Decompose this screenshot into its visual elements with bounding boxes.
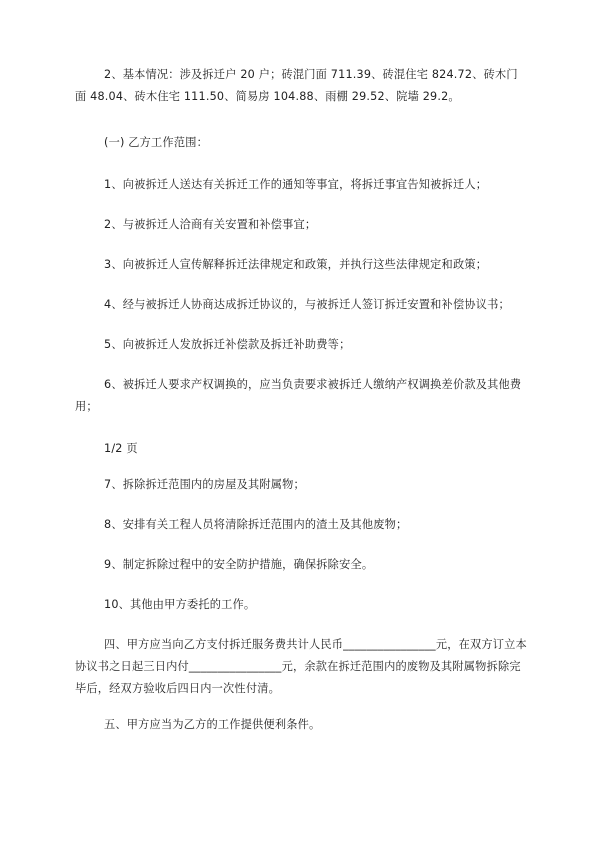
paragraph-item-1: 1、向被拆迁人送达有关拆迁工作的通知等事宜，将拆迁事宜告知被拆迁人； bbox=[104, 178, 488, 191]
paragraph-section-four-fee: 四、甲方应当向乙方支付拆迁服务费共计人民币________________元，在双方订立本协议书之日起三日内付________________元，余款在拆迁范围内的废物及其附属物拆除完毕后，经双方验收后四日内一次性付清。 bbox=[75, 638, 527, 695]
paragraph-section-five: 五、甲方应当为乙方的工作提供便利条件。 bbox=[104, 718, 321, 731]
paragraph-item-7: 7、拆除拆迁范围内的房屋及其附属物； bbox=[104, 478, 305, 491]
paragraph-item-10: 10、其他由甲方委托的工作。 bbox=[104, 598, 256, 611]
paragraph-item-5: 5、向被拆迁人发放拆迁补偿款及拆迁补助费等； bbox=[104, 338, 351, 351]
paragraph-item-2: 2、与被拆迁人洽商有关安置和补偿事宜； bbox=[104, 218, 317, 231]
paragraph-item-9: 9、制定拆除过程中的安全防护措施，确保拆除安全。 bbox=[104, 558, 374, 571]
paragraph-item-3: 3、向被拆迁人宣传解释拆迁法律规定和政策，并执行这些法律规定和政策； bbox=[104, 258, 488, 271]
paragraph-basic-info: 2、基本情况：涉及拆迁户 20 户；砖混门面 711.39、砖混住宅 824.72、砖木门面 48.04、砖木住宅 111.50、简易房 104.88、雨棚 29.52、院墙 29.2。 bbox=[75, 68, 518, 103]
paragraph-scope-heading: (一) 乙方工作范围： bbox=[104, 136, 208, 149]
paragraph-item-6: 6、被拆迁人要求产权调换的，应当负责要求被拆迁人缴纳产权调换差价款及其他费用； bbox=[75, 378, 522, 413]
paragraph-item-4: 4、经与被拆迁人协商达成拆迁协议的，与被拆迁人签订拆迁安置和补偿协议书； bbox=[104, 298, 510, 311]
paragraph-item-8: 8、安排有关工程人员将清除拆迁范围内的渣土及其他废物； bbox=[104, 518, 408, 531]
page-number: 1/2 页 bbox=[104, 442, 138, 455]
